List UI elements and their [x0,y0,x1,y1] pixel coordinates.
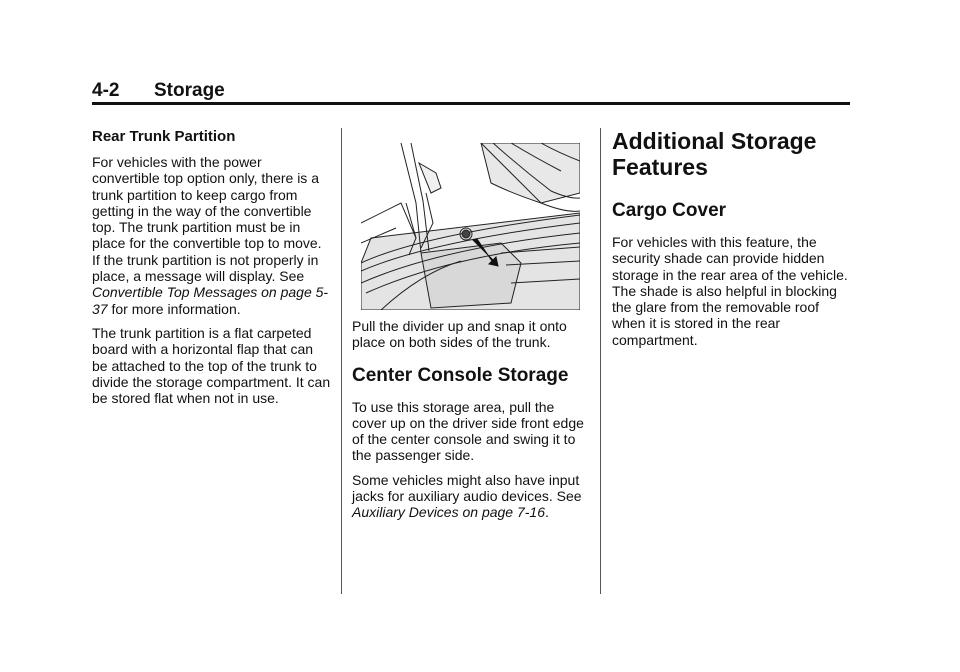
cross-reference-link[interactable]: Convertible Top Messages on page 5-37 [92,284,329,317]
page-number: 4-2 [92,80,120,101]
paragraph: The trunk partition is a flat carpeted board with a horizontal flap that can be attached to the top of the trunk to divide the storage compartment. It can be stored flat when not in use. [92,324,331,407]
heading-center-console-storage: Center Console Storage [352,364,569,386]
paragraph-text: Some vehicles might also have input jacks for auxiliary audio devices. See [352,471,582,505]
column-rear-trunk-partition [92,128,332,414]
header-rule [92,102,850,105]
paragraph [92,154,332,317]
column-divider [600,128,601,594]
paragraph: For vehicles with this feature, the security shade can provide hidden storage in the rear area of the vehicle. The shade is also helpful in blocking the glare from the removable roof when it is stored in the rear compartment. [612,234,848,348]
section-title: Storage [154,80,225,101]
trunk-partition-illustration [361,143,580,310]
figure-caption: Pull the divider up and snap it onto place on both sides of the trunk. [352,318,567,351]
paragraph-text: for more information. [111,300,241,317]
paragraph [352,472,584,521]
column-divider [341,128,342,594]
column-center-console [352,318,584,529]
paragraph: To use this storage area, pull the cover up on the driver side front edge of the center console and swing it to the passenger side. [352,398,584,464]
paragraph-text: For vehicles with the power convertible top option only, there is a trunk partition to keep cargo from getting in the way of the convertible top. The trunk partition must be in place for the convertible top to move. If the trunk partition is not properly in place, a message will display. See [92,154,322,285]
paragraph-text: . [545,504,549,521]
heading-rear-trunk-partition: Rear Trunk Partition [92,128,236,145]
heading-additional-storage-features: Additional Storage Features [612,128,817,180]
cross-reference-link[interactable]: Auxiliary Devices on page 7-16 [352,504,545,521]
heading-cargo-cover: Cargo Cover [612,200,727,221]
column-additional-storage [612,128,852,356]
